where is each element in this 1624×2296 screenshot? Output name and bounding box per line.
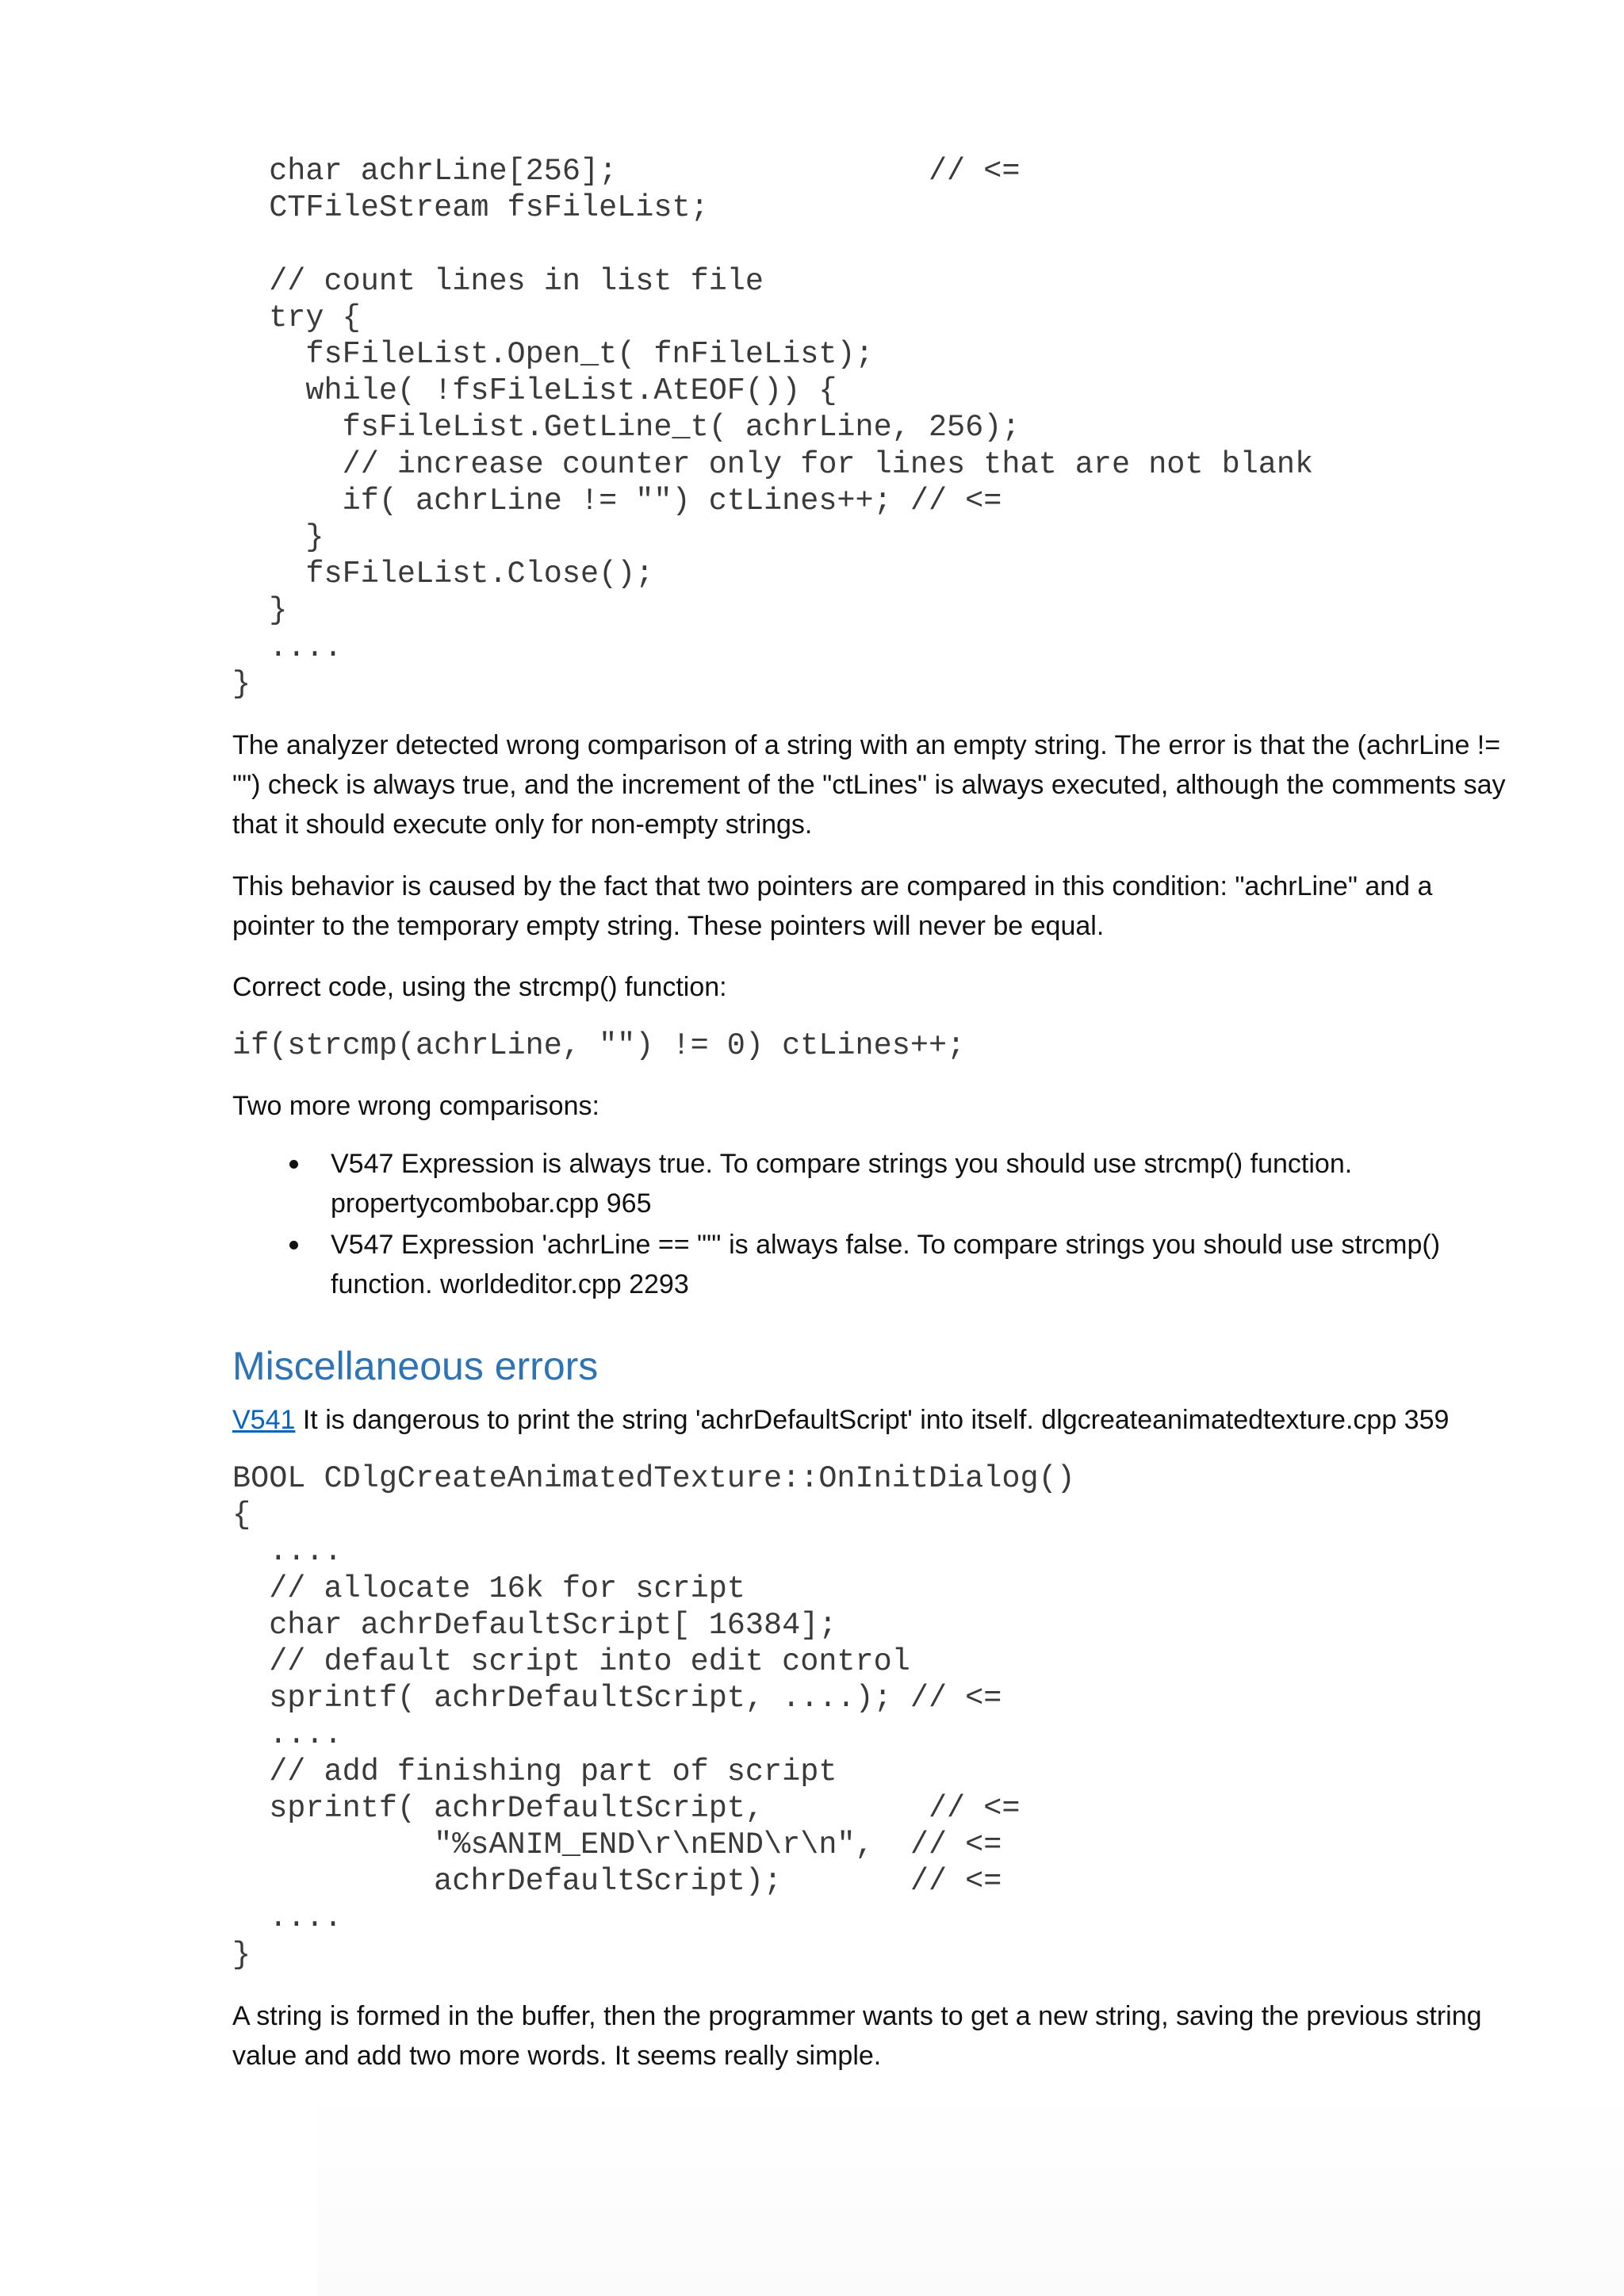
list-item — [232, 1144, 1517, 1223]
code-line: } — [232, 1937, 251, 1973]
code-line: .... — [232, 1900, 343, 1936]
code-line: fsFileList.Open_t( fnFileList); — [232, 337, 874, 373]
code-line: while( !fsFileList.AtEOF()) { — [232, 373, 837, 409]
code-line: CTFileStream fsFileList; — [232, 190, 709, 226]
code-line: // add finishing part of script — [232, 1754, 837, 1789]
code-line: // default script into edit control — [232, 1644, 910, 1680]
v541-link[interactable]: V541 — [232, 1405, 296, 1435]
paragraph-v541 — [232, 1400, 1517, 1440]
code-line: char achrLine[256]; // <= — [232, 154, 1021, 189]
code-line: BOOL CDlgCreateAnimatedTexture::OnInitDialog() — [232, 1461, 1075, 1496]
bullet-icon — [289, 1160, 298, 1169]
code-block-file-list — [232, 153, 1313, 702]
code-line: // increase counter only for lines that are not blank — [232, 446, 1314, 482]
section-heading: Miscellaneous errors — [232, 1344, 599, 1388]
bullet-icon — [289, 1241, 298, 1249]
paragraph-more-comparisons: Two more wrong comparisons: — [232, 1091, 599, 1121]
code-line: fsFileList.Close(); — [232, 557, 654, 592]
list-item-text: V547 Expression is always true. To compare strings you should use strcmp() function. propertycombobar.cpp 965 — [331, 1149, 1353, 1219]
code-line: } — [232, 593, 288, 629]
code-line: char achrDefaultScript[ 16384]; — [232, 1607, 837, 1643]
code-line: try { — [232, 300, 361, 335]
list-item — [232, 1225, 1517, 1304]
code-line: { — [232, 1498, 251, 1533]
code-line: sprintf( achrDefaultScript, // <= — [232, 1790, 1021, 1826]
code-line: // allocate 16k for script — [232, 1571, 745, 1606]
paragraph-analyzer-explanation: The analyzer detected wrong comparison of a string with an empty string. The error is that the (achrLine != "") check is always true, and the increment of the "ctLines" is always executed, although the comments say that it should execute only for non-empty strings. — [232, 730, 1506, 840]
code-line: .... — [232, 1717, 343, 1753]
code-correct-fix: if(strcmp(achrLine, "") != 0) ctLines++; — [232, 1028, 966, 1063]
code-line: achrDefaultScript); // <= — [232, 1864, 1002, 1900]
v541-description: It is dangerous to print the string 'achrDefaultScript' into itself. dlgcreateanimatedtexture.cpp 359 — [295, 1405, 1450, 1435]
code-line: } — [232, 520, 324, 556]
page-shade — [317, 2085, 1624, 2296]
code-line: if( achrLine != "") ctLines++; // <= — [232, 483, 1002, 519]
paragraph-string-explanation: A string is formed in the buffer, then the programmer wants to get a new string, saving the previous string value and add two more words. It seems really simple. — [232, 2001, 1482, 2071]
code-line: sprintf( achrDefaultScript, ....); // <= — [232, 1681, 1002, 1716]
code-line: .... — [232, 629, 343, 665]
code-line: "%sANIM_END\r\nEND\r\n", // <= — [232, 1827, 1002, 1863]
warning-list — [232, 1144, 1517, 1306]
code-line: fsFileList.GetLine_t( achrLine, 256); — [232, 410, 1021, 446]
code-line: } — [232, 666, 251, 702]
code-line: // count lines in list file — [232, 263, 764, 299]
code-block-animated-texture — [232, 1460, 1075, 1973]
paragraph-pointer-explanation: This behavior is caused by the fact that two pointers are compared in this condition: "achrLine" and a pointer to the temporary empty string. These pointers will never be equal. — [232, 871, 1433, 941]
paragraph-correct-code-intro: Correct code, using the strcmp() function: — [232, 972, 727, 1002]
code-line: .... — [232, 1534, 343, 1570]
list-item-text: V547 Expression 'achrLine == ""' is always false. To compare strings you should use strcmp() function. worldeditor.cpp 2293 — [331, 1230, 1441, 1299]
